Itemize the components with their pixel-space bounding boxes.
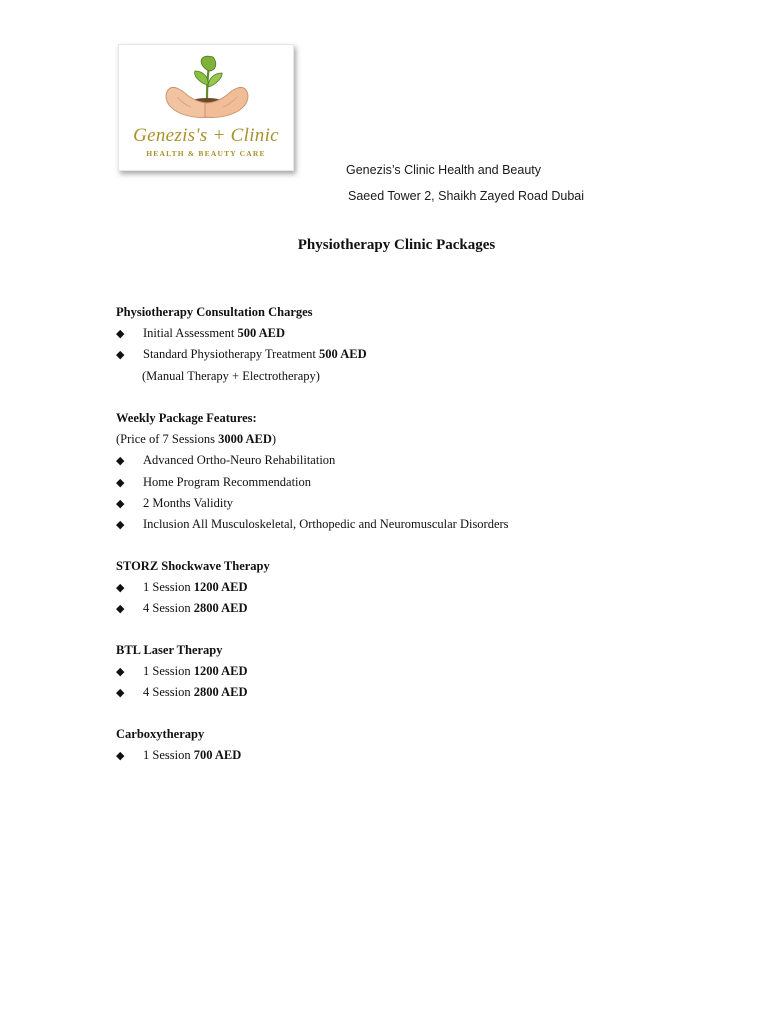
list-item — [116, 598, 270, 619]
weekly-price: 3000 AED — [218, 432, 272, 447]
item-price: 1200 AED — [193, 664, 248, 679]
consultation-section — [116, 302, 367, 387]
list-item — [116, 493, 509, 514]
clinic-address: Saeed Tower 2, Shaikh Zayed Road Dubai — [348, 189, 585, 203]
consultation-note: (Manual Therapy + Electrotherapy) — [142, 368, 320, 383]
list-item — [116, 450, 509, 471]
diamond-bullet-icon: ◆ — [116, 602, 125, 616]
diamond-bullet-icon: ◆ — [116, 665, 125, 679]
diamond-bullet-icon: ◆ — [116, 749, 125, 763]
weekly-price-suffix: ) — [271, 432, 277, 447]
carboxy-heading: Carboxytherapy — [116, 727, 205, 741]
consultation-heading: Physiotherapy Consultation Charges — [116, 305, 313, 319]
diamond-bullet-icon: ◆ — [116, 496, 125, 510]
diamond-bullet-icon: ◆ — [116, 327, 125, 341]
clinic-logo — [118, 44, 294, 171]
diamond-bullet-icon: ◆ — [116, 348, 125, 362]
feature-label: Inclusion All Musculoskeletal, Orthopedic and Neuromuscular Disorders — [143, 517, 509, 532]
item-label: 4 Session — [143, 601, 194, 616]
logo-name: Genezis's + Clinic — [133, 125, 279, 146]
diamond-bullet-icon: ◆ — [116, 475, 125, 489]
btl-heading: BTL Laser Therapy — [116, 643, 223, 657]
item-label: 1 Session — [143, 580, 194, 595]
feature-label: Home Program Recommendation — [143, 474, 312, 489]
weekly-section — [116, 408, 509, 535]
weekly-heading: Weekly Package Features: — [116, 411, 257, 425]
weekly-price-line — [116, 429, 509, 450]
carboxy-section — [116, 724, 241, 766]
storz-section — [116, 556, 270, 620]
list-item — [116, 577, 270, 598]
diamond-bullet-icon: ◆ — [116, 518, 125, 532]
diamond-bullet-icon: ◆ — [116, 581, 125, 595]
btl-section — [116, 640, 248, 704]
logo-tagline: HEALTH & BEAUTY CARE — [146, 149, 266, 158]
item-price: 2800 AED — [193, 685, 248, 700]
item-label: 1 Session — [143, 664, 194, 679]
page-title: Physiotherapy Clinic Packages — [297, 237, 496, 253]
feature-label: Advanced Ortho-Neuro Rehabilitation — [143, 453, 336, 468]
clinic-name: Genezis’s Clinic Health and Beauty — [346, 163, 542, 177]
item-price: 2800 AED — [193, 601, 248, 616]
list-item — [116, 323, 367, 344]
item-price: 1200 AED — [193, 580, 248, 595]
storz-heading: STORZ Shockwave Therapy — [116, 559, 270, 573]
list-item — [116, 661, 248, 682]
item-price: 700 AED — [193, 748, 242, 763]
item-price: 500 AED — [319, 347, 367, 362]
list-item — [116, 682, 248, 703]
item-label: 4 Session — [143, 685, 194, 700]
item-label: Standard Physiotherapy Treatment — [143, 347, 320, 362]
item-label: Initial Assessment — [143, 326, 238, 341]
diamond-bullet-icon: ◆ — [116, 686, 125, 700]
list-item — [116, 472, 509, 493]
list-item — [116, 745, 241, 766]
diamond-bullet-icon: ◆ — [116, 454, 125, 468]
list-item — [116, 344, 367, 365]
feature-label: 2 Months Validity — [143, 495, 234, 510]
item-price: 500 AED — [237, 326, 286, 341]
weekly-price-prefix: (Price of 7 Sessions — [116, 432, 219, 447]
list-item — [116, 514, 509, 535]
item-label: 1 Session — [143, 748, 194, 763]
